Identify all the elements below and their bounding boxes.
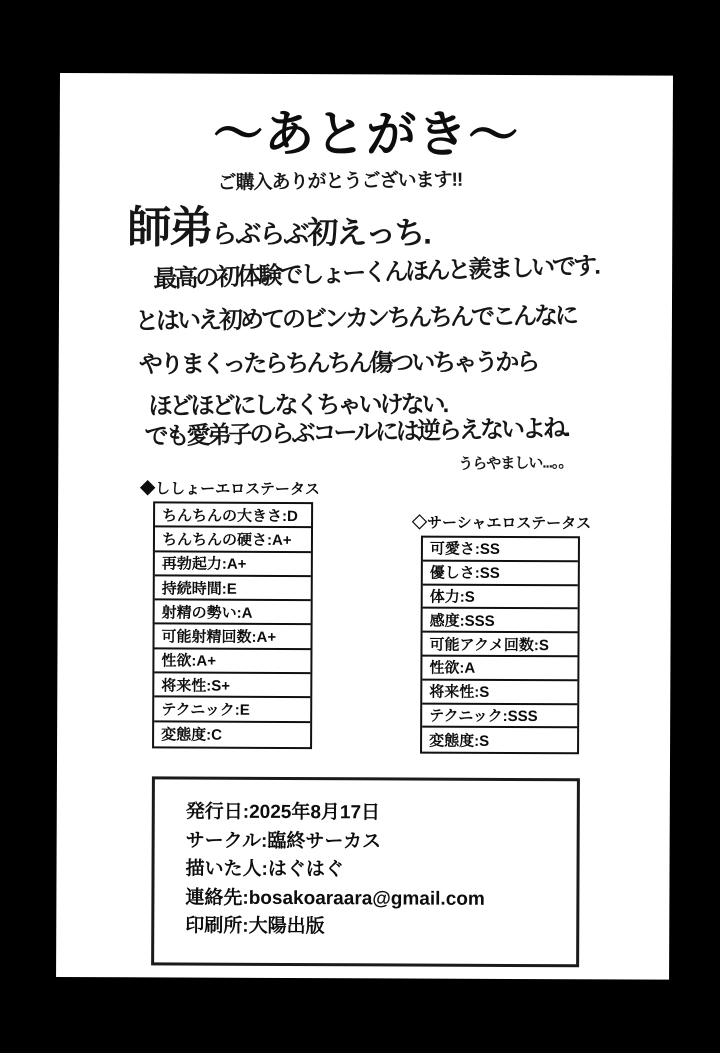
- colophon-box: [151, 776, 580, 967]
- status-row: 感度:SSS: [423, 609, 578, 633]
- status-row: 性欲:A+: [154, 649, 310, 674]
- colophon-circle: サークル:臨終サーカス: [185, 830, 382, 853]
- status-header-sasha-label: サーシャエロステータス: [427, 515, 592, 533]
- handwritten-note: うらやましい...。。: [458, 454, 573, 473]
- filled-diamond-icon: ◆: [140, 481, 156, 498]
- handwritten-line-1: [127, 191, 430, 256]
- handwritten-line-1-end: 初えっち.: [307, 215, 431, 251]
- handwritten-line-3: とはいえ初めてのビンカンちんちんでこんなに: [134, 302, 577, 336]
- status-row: 可愛さ:SS: [423, 538, 578, 562]
- colophon-printer: 印刷所:大陽出版: [185, 915, 325, 938]
- status-row: 将来性:S: [422, 680, 577, 704]
- status-row: 変態度:C: [161, 726, 222, 745]
- status-row: 可能射精回数:A+: [154, 625, 310, 650]
- page-title: 〜あとがき〜: [213, 105, 520, 164]
- status-row: 体力:S: [423, 585, 578, 609]
- status-row: 変態度:S: [429, 732, 490, 750]
- status-table-shisho: [152, 501, 313, 749]
- status-row: テクニック:SSS: [422, 704, 577, 728]
- status-row: 再勃起力:A+: [155, 552, 311, 577]
- hollow-diamond-icon: ◇: [412, 515, 428, 532]
- status-row: ちんちんの硬さ:A+: [155, 528, 311, 553]
- handwritten-line-5: ほどほどにしなくちゃいけない.: [148, 391, 447, 420]
- status-header-shisho: [140, 477, 320, 499]
- status-row: テクニック:E: [154, 698, 310, 723]
- status-header-shisho-label: ししょーエロステータス: [155, 481, 320, 499]
- handwritten-line-2: 最高の初体験でしょーくんほんと羨ましいです.: [152, 252, 599, 294]
- status-row: ちんちんの大きさ:D: [155, 503, 311, 528]
- handwritten-line-1-middle: らぶらぶ: [211, 218, 308, 250]
- colophon-contact: 連絡先:bosakoaraara@gmail.com: [185, 887, 485, 910]
- status-row: 持続時間:E: [155, 576, 311, 601]
- handwritten-line-1-emphasis: 師弟: [127, 203, 212, 253]
- colophon-publish-date: 発行日:2025年8月17日: [185, 801, 381, 824]
- status-row: 射精の勢い:A: [155, 601, 311, 626]
- status-row: 可能アクメ回数:S: [422, 633, 577, 657]
- status-table-sasha: [420, 536, 580, 755]
- afterword-page: [56, 73, 673, 980]
- thanks-message: ご購入ありがとうございます!!: [217, 169, 463, 194]
- handwritten-line-6: でも愛弟子のらぶコールには逆らえないよね.: [144, 415, 568, 451]
- status-row: 将来性:S+: [154, 673, 310, 698]
- status-row: 優しさ:SS: [423, 561, 578, 585]
- handwritten-line-4: やりまくったらちんちん傷ついちゃうから: [138, 348, 538, 379]
- status-header-sasha: [412, 512, 591, 534]
- status-row: 性欲:A: [422, 657, 577, 681]
- colophon-artist: 描いた人:はぐはぐ: [185, 858, 344, 881]
